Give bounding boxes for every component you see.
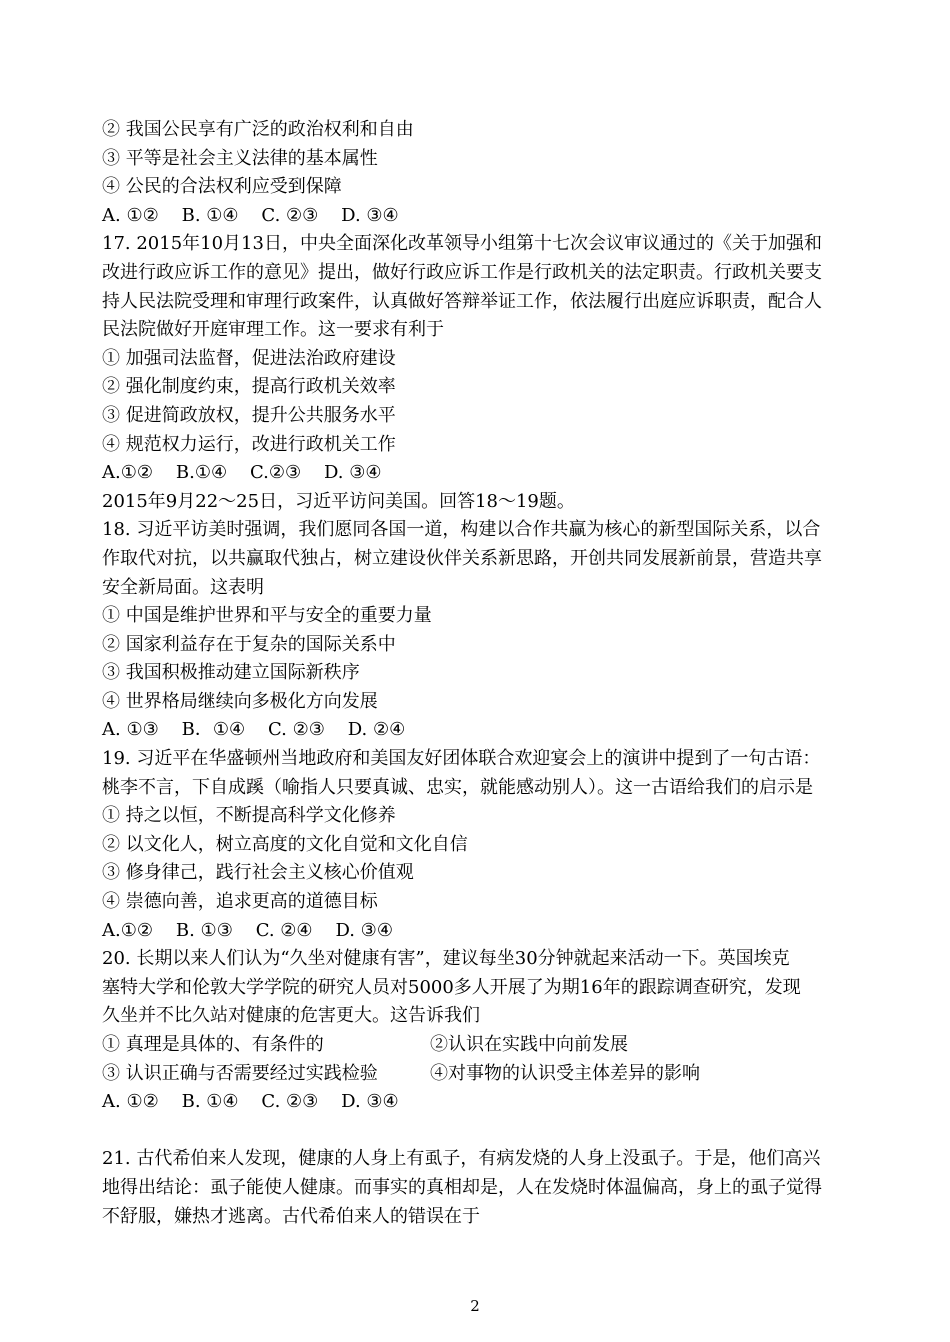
q17-stem-line: 改进行政应诉工作的意见》提出，做好行政应诉工作是行政机关的法定职责。行政机关要支 — [102, 261, 822, 283]
q20-choice-4: ④对事物的认识受主体差异的影响 — [430, 1062, 700, 1084]
exam-page-content — [102, 116, 862, 1231]
question-20 — [102, 945, 862, 1117]
section-intro-18-19: 2015年9月22～25日，习近平访问美国。回答18～19题。 — [102, 490, 575, 512]
q20-choice-2: ②认识在实践中向前发展 — [430, 1034, 628, 1055]
question-21 — [102, 1145, 862, 1231]
q18-choice-3: ③ 我国积极推动建立国际新秩序 — [102, 662, 360, 684]
q19-stem-line: 19. 习近平在华盛顿州当地政府和美国友好团体联合欢迎宴会上的演讲中提到了一句古语： — [102, 748, 821, 770]
q18-answer-options: A. ①③ B．①④ C. ②③ D. ②④ — [102, 719, 406, 741]
q19-stem-line: 桃李不言，下自成蹊（喻指人只要真诚、忠实，就能感动别人）。这一古语给我们的启示是 — [102, 776, 813, 798]
q20-stem-line: 久坐并不比久站对健康的危害更大。这告诉我们 — [102, 1005, 480, 1027]
q18-choice-1: ① 中国是维护世界和平与安全的重要力量 — [102, 605, 432, 627]
q19-choice-4: ④ 崇德向善，追求更高的道德目标 — [102, 891, 378, 913]
q18-stem-line: 作取代对抗，以共赢取代独占，树立建设伙伴关系新思路，开创共同发展新前景，营造共享 — [102, 547, 822, 569]
q20-answer-options: A. ①② B. ①④ C. ②③ D. ③④ — [102, 1091, 399, 1113]
q20-stem-line: 塞特大学和伦敦大学学院的研究人员对5000多人开展了为期16年的跟踪调查研究，发现 — [102, 976, 801, 998]
q20-choice-1: ① 真理是具体的、有条件的 — [102, 1034, 324, 1055]
q18-stem-line: 安全新局面。这表明 — [102, 576, 264, 598]
q16-choice-4: ④ 公民的合法权利应受到保障 — [102, 176, 342, 198]
q18-stem-line: 18. 习近平访美时强调，我们愿同各国一道，构建以合作共赢为核心的新型国际关系，以合 — [102, 519, 821, 541]
blank-spacer — [102, 1117, 862, 1146]
q16-choice-2: ② 我国公民享有广泛的政治权利和自由 — [102, 119, 414, 140]
q19-answer-options: A.①② B. ①③ C. ②④ D. ③④ — [102, 919, 393, 941]
question-19 — [102, 745, 862, 945]
q18-choice-2: ② 国家利益存在于复杂的国际关系中 — [102, 633, 396, 655]
q21-stem-line: 21. 古代希伯来人发现，健康的人身上有虱子，有病发烧的人身上没虱子。于是，他们高兴 — [102, 1148, 821, 1170]
q17-answer-options: A.①② B.①④ C.②③ D. ③④ — [102, 462, 382, 484]
q17-stem-line: 17. 2015年10月13日，中央全面深化改革领导小组第十七次会议审议通过的《关于加强和 — [102, 233, 822, 255]
q21-stem-line: 不舒服，嫌热才逃离。古代希伯来人的错误在于 — [102, 1205, 480, 1227]
q17-stem-line: 持人民法院受理和审理行政案件，认真做好答辩举证工作，依法履行出庭应诉职责，配合人 — [102, 290, 822, 312]
q18-choice-4: ④ 世界格局继续向多极化方向发展 — [102, 690, 378, 712]
question-16-continued — [102, 116, 862, 230]
page-number: 2 — [470, 1297, 480, 1315]
q16-choice-3: ③ 平等是社会主义法律的基本属性 — [102, 147, 378, 169]
q17-choice-1: ① 加强司法监督，促进法治政府建设 — [102, 347, 396, 369]
q17-choice-3: ③ 促进简政放权，提升公共服务水平 — [102, 404, 396, 426]
q20-choice-row — [102, 1060, 862, 1089]
q20-stem-line: 20. 长期以来人们认为“久坐对健康有害”，建议每坐30分钟就起来活动一下。英国埃克 — [102, 948, 790, 970]
q19-choice-3: ③ 修身律己，践行社会主义核心价值观 — [102, 862, 414, 884]
q19-choice-1: ① 持之以恒，不断提高科学文化修养 — [102, 805, 396, 827]
question-18 — [102, 516, 862, 745]
q17-choice-4: ④ 规范权力运行，改进行政机关工作 — [102, 433, 396, 455]
q19-choice-2: ② 以文化人，树立高度的文化自觉和文化自信 — [102, 833, 468, 855]
q17-choice-2: ② 强化制度约束，提高行政机关效率 — [102, 376, 396, 398]
q20-choice-row — [102, 1031, 862, 1060]
q16-answer-options: A. ①② B. ①④ C. ②③ D. ③④ — [102, 204, 399, 226]
q21-stem-line: 地得出结论：虱子能使人健康。而事实的真相却是，人在发烧时体温偏高，身上的虱子觉得 — [102, 1176, 822, 1198]
q20-choice-3: ③ 认识正确与否需要经过实践检验 — [102, 1062, 378, 1084]
q17-stem-line: 民法院做好开庭审理工作。这一要求有利于 — [102, 319, 444, 341]
question-17 — [102, 230, 862, 487]
